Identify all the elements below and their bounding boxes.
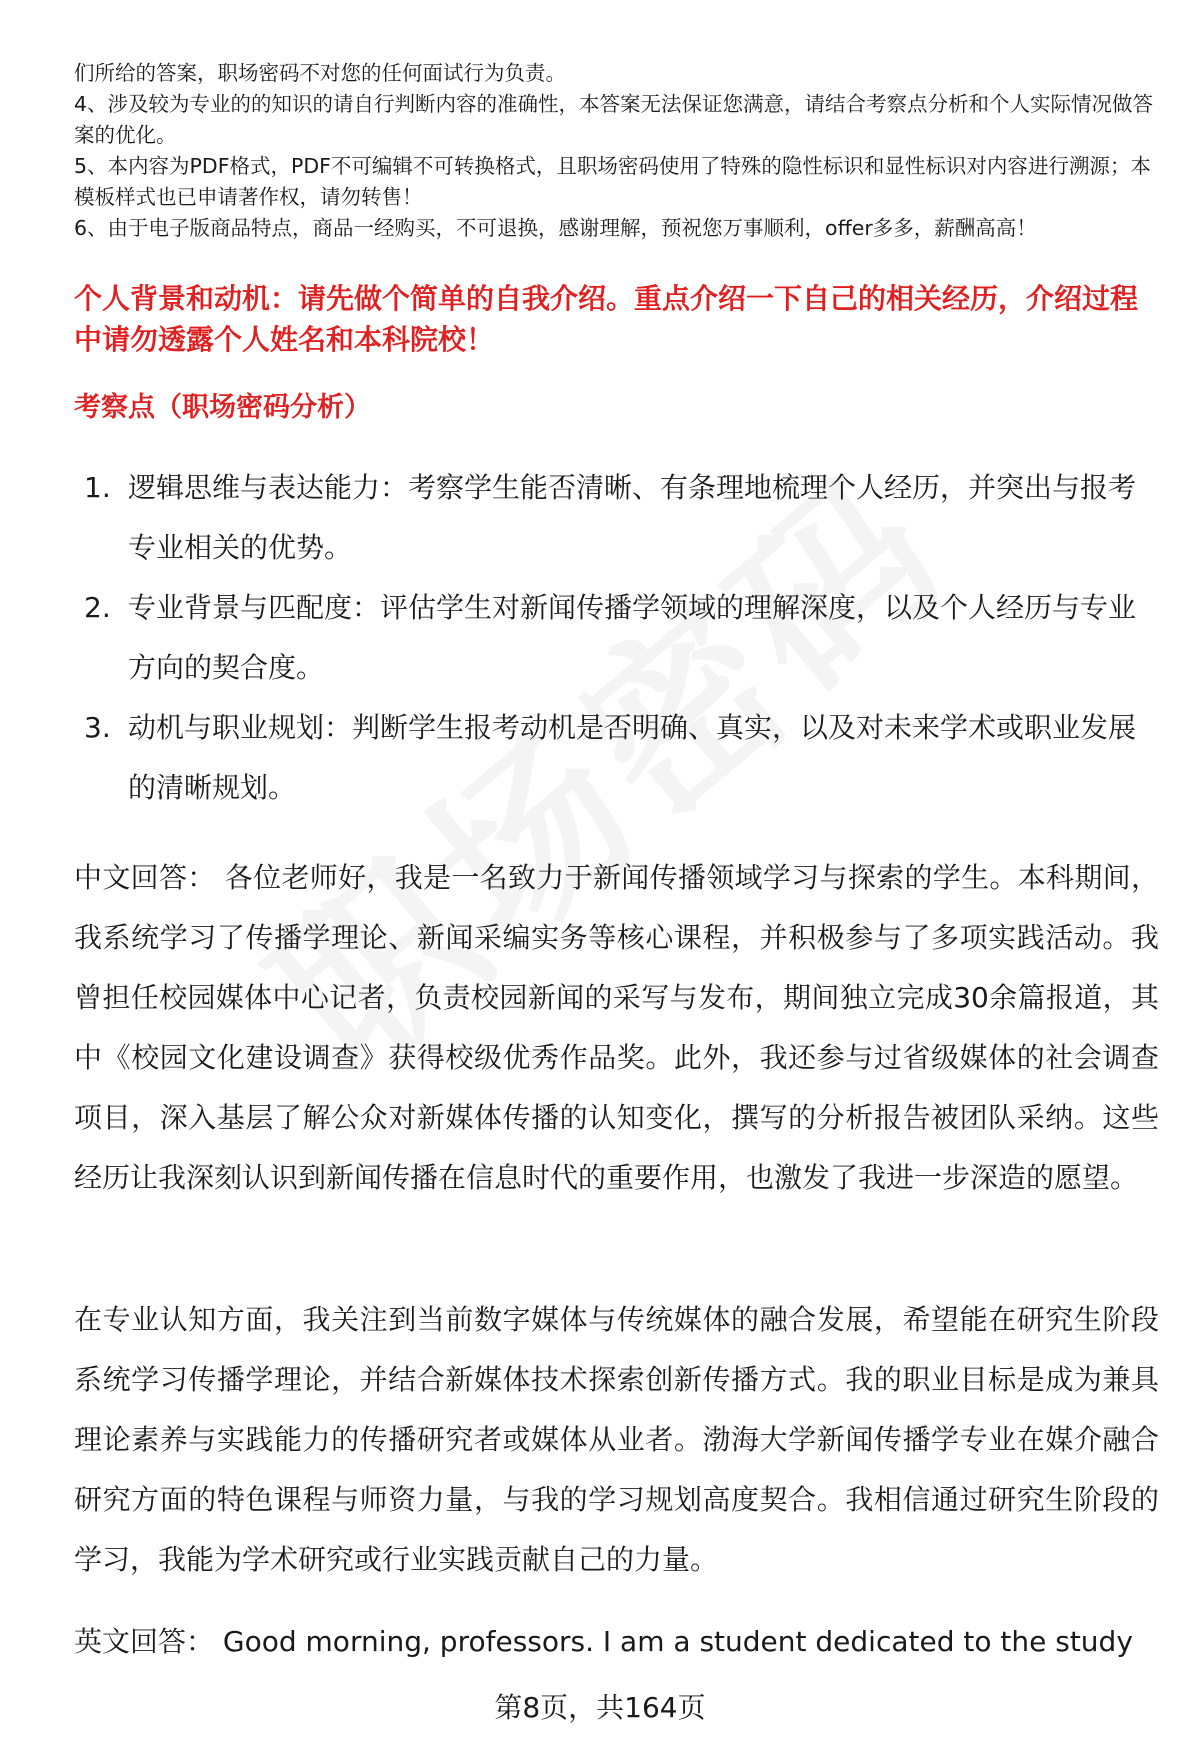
- list-number: 1.: [84, 471, 111, 504]
- analysis-title: 考察点（职场密码分析）: [74, 392, 371, 423]
- list-text: 专业背景与匹配度：评估学生对新闻传播学领域的理解深度，以及个人经历与专业方向的契合度。: [128, 591, 1137, 684]
- analysis-points: [74, 458, 1154, 818]
- note-line: 4、涉及较为专业的的知识的请自行判断内容的准确性，本答案无法保证您满意，请结合考察点分析和个人实际情况做答案的优化。: [74, 92, 1154, 147]
- note-line: 5、本内容为PDF格式，PDF不可编辑不可转换格式，且职场密码使用了特殊的隐性标识和显性标识对内容进行溯源；本模板样式也已申请著作权，请勿转售！: [74, 154, 1151, 209]
- page-number: 第8页，共164页: [494, 1691, 706, 1724]
- list-item: [74, 458, 1154, 578]
- list-item: [74, 578, 1154, 698]
- question-heading: 个人背景和动机：请先做个简单的自我介绍。重点介绍一下自己的相关经历，介绍过程中请勿透露个人姓名和本科院校！: [74, 282, 1139, 356]
- disclaimer-notes: [74, 58, 1164, 244]
- list-text: 动机与职业规划：判断学生报考动机是否明确、真实，以及对未来学术或职业发展的清晰规划。: [128, 711, 1137, 804]
- answer-english-paragraph: 英文回答： Good morning, professors. I am a student dedicated to the study: [74, 1625, 1133, 1658]
- note-line: 们所给的答案，职场密码不对您的任何面试行为负责。: [74, 61, 566, 85]
- answer-chinese-paragraph-1: 中文回答： 各位老师好，我是一名致力于新闻传播领域学习与探索的学生。本科期间，我系统学习了传播学理论、新闻采编实务等核心课程，并积极参与了多项实践活动。我曾担任校园媒体中心记者，负责校园新闻的采写与发布，期间独立完成30余篇报道，其中《校园文化建设调查》获得校级优秀作品奖。此外，我还参与过省级媒体的社会调查项目，深入基层了解公众对新媒体传播的认知变化，撰写的分析报告被团队采纳。这些经历让我深刻认识到新闻传播在信息时代的重要作用，也激发了我进一步深造的愿望。: [74, 861, 1159, 1194]
- list-number: 2.: [84, 591, 111, 624]
- answer-chinese-paragraph-2: 在专业认知方面，我关注到当前数字媒体与传统媒体的融合发展，希望能在研究生阶段系统学习传播学理论，并结合新媒体技术探索创新传播方式。我的职业目标是成为兼具理论素养与实践能力的传播研究者或媒体从业者。渤海大学新闻传播学专业在媒介融合研究方面的特色课程与师资力量，与我的学习规划高度契合。我相信通过研究生阶段的学习，我能为学术研究或行业实践贡献自己的力量。: [74, 1303, 1159, 1576]
- list-item: [74, 698, 1154, 818]
- list-text: 逻辑思维与表达能力：考察学生能否清晰、有条理地梳理个人经历，并突出与报考专业相关的优势。: [128, 471, 1137, 564]
- note-line: 6、由于电子版商品特点，商品一经购买，不可退换，感谢理解，预祝您万事顺利，offer多多，薪酬高高！: [74, 216, 1037, 240]
- list-number: 3.: [84, 711, 111, 744]
